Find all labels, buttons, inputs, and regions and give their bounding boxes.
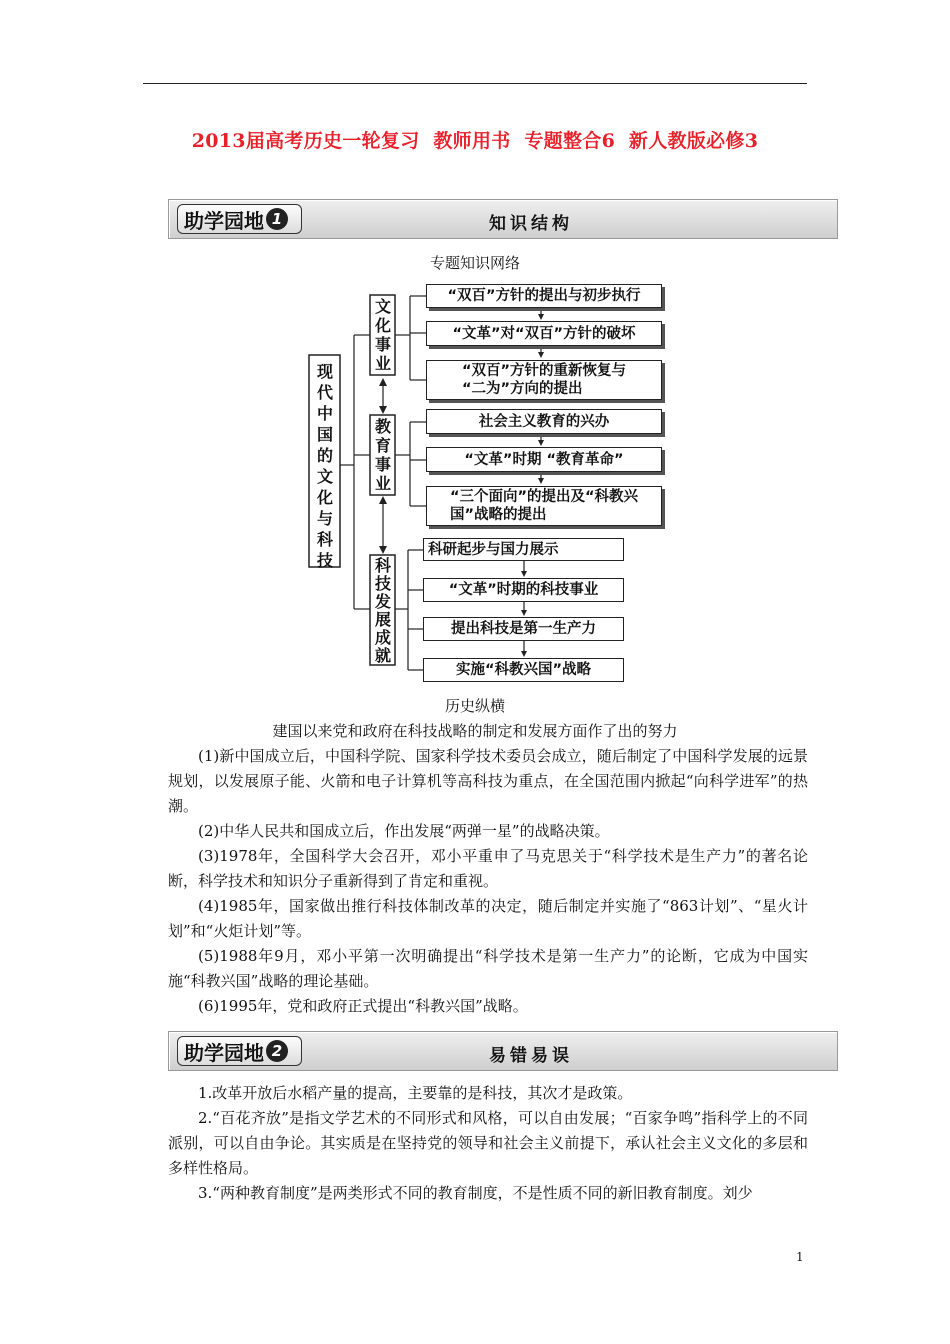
- section-heading: 易错易误: [489, 1046, 573, 1066]
- section-banner-common-errors: [168, 1031, 838, 1071]
- diagram-item: “文革”时期的科技事业: [423, 578, 624, 602]
- group-label-culture: 文 化 事 业: [374, 297, 391, 373]
- history-point: (4)1985年，国家做出推行科技体制改革的决定，随后制定并实施了“863计划”、“星火计划”和“火炬计划”等。: [168, 897, 808, 940]
- diagram-item: “三个面向”的提出及“科教兴 国”战略的提出: [426, 486, 662, 526]
- header-rule: [143, 83, 807, 84]
- section-badge: [177, 204, 302, 234]
- page-number: 1: [796, 1250, 804, 1264]
- history-point: (5)1988年9月，邓小平第一次明确提出“科学技术是第一生产力”的论断，它成为中国实施“科教兴国”战略的理论基础。: [168, 947, 808, 990]
- error-point: 1.改革开放后水稻产量的提高，主要靠的是科技，其次才是政策。: [198, 1084, 633, 1102]
- group-label-education: 教 育 事 业: [374, 417, 391, 493]
- diagram-item: “双百”方针的提出与初步执行: [426, 284, 662, 308]
- badge-number-icon: 1: [266, 208, 288, 230]
- diagram-item: “文革”对“双百”方针的破坏: [426, 321, 662, 346]
- diagram-item: 科研起步与国力展示: [423, 538, 624, 561]
- diagram-caption: 专题知识网络: [429, 254, 520, 272]
- history-point: (6)1995年，党和政府正式提出“科教兴国”战略。: [198, 997, 528, 1015]
- badge-label: 助学园地: [184, 1040, 264, 1065]
- diagram-root-label: 现 代 中 国 的 文 化 与 科 技: [316, 362, 333, 570]
- section-badge: [177, 1036, 302, 1066]
- diagram-item: “双百”方针的重新恢复与 “二为”方向的提出: [426, 360, 662, 400]
- group-label-science: 科 技 发 展 成 就: [374, 556, 391, 665]
- diagram-item: 社会主义教育的兴办: [426, 409, 662, 434]
- document-title: 2013届高考历史一轮复习 教师用书 专题整合6 新人教版必修3: [191, 130, 759, 152]
- diagram-item: “文革”时期 “教育革命”: [426, 447, 662, 472]
- badge-label: 助学园地: [184, 208, 264, 233]
- section-heading: 知识结构: [489, 214, 573, 234]
- history-heading: 历史纵横: [444, 697, 505, 715]
- diagram-item: 实施“科教兴国”战略: [423, 658, 624, 682]
- error-point: 2.“百花齐放”是指文学艺术的不同形式和风格，可以自由发展；“百家争鸣”指科学上的不同派别，可以自由争论。其实质是在坚持党的领导和社会主义前提下，承认社会主义文化的多层和多样性格局。: [168, 1109, 808, 1177]
- history-subheading: 建国以来党和政府在科技战略的制定和发展方面作了出的努力: [272, 722, 678, 740]
- history-point: (2)中华人民共和国成立后，作出发展“两弹一星”的战略决策。: [198, 822, 610, 840]
- history-point: (1)新中国成立后，中国科学院、国家科学技术委员会成立，随后制定了中国科学发展的远景规划，以发展原子能、火箭和电子计算机等高科技为重点，在全国范围内掀起“向科学进军”的热潮。: [168, 747, 808, 815]
- history-point: (3)1978年，全国科学大会召开，邓小平重申了马克思关于“科学技术是生产力”的著名论断，科学技术和知识分子重新得到了肯定和重视。: [168, 847, 808, 890]
- badge-number-icon: 2: [266, 1040, 288, 1062]
- diagram-item: 提出科技是第一生产力: [423, 617, 624, 641]
- section-banner-knowledge-structure: [168, 199, 838, 239]
- error-point: 3.“两种教育制度”是两类形式不同的教育制度，不是性质不同的新旧教育制度。刘少: [198, 1184, 753, 1202]
